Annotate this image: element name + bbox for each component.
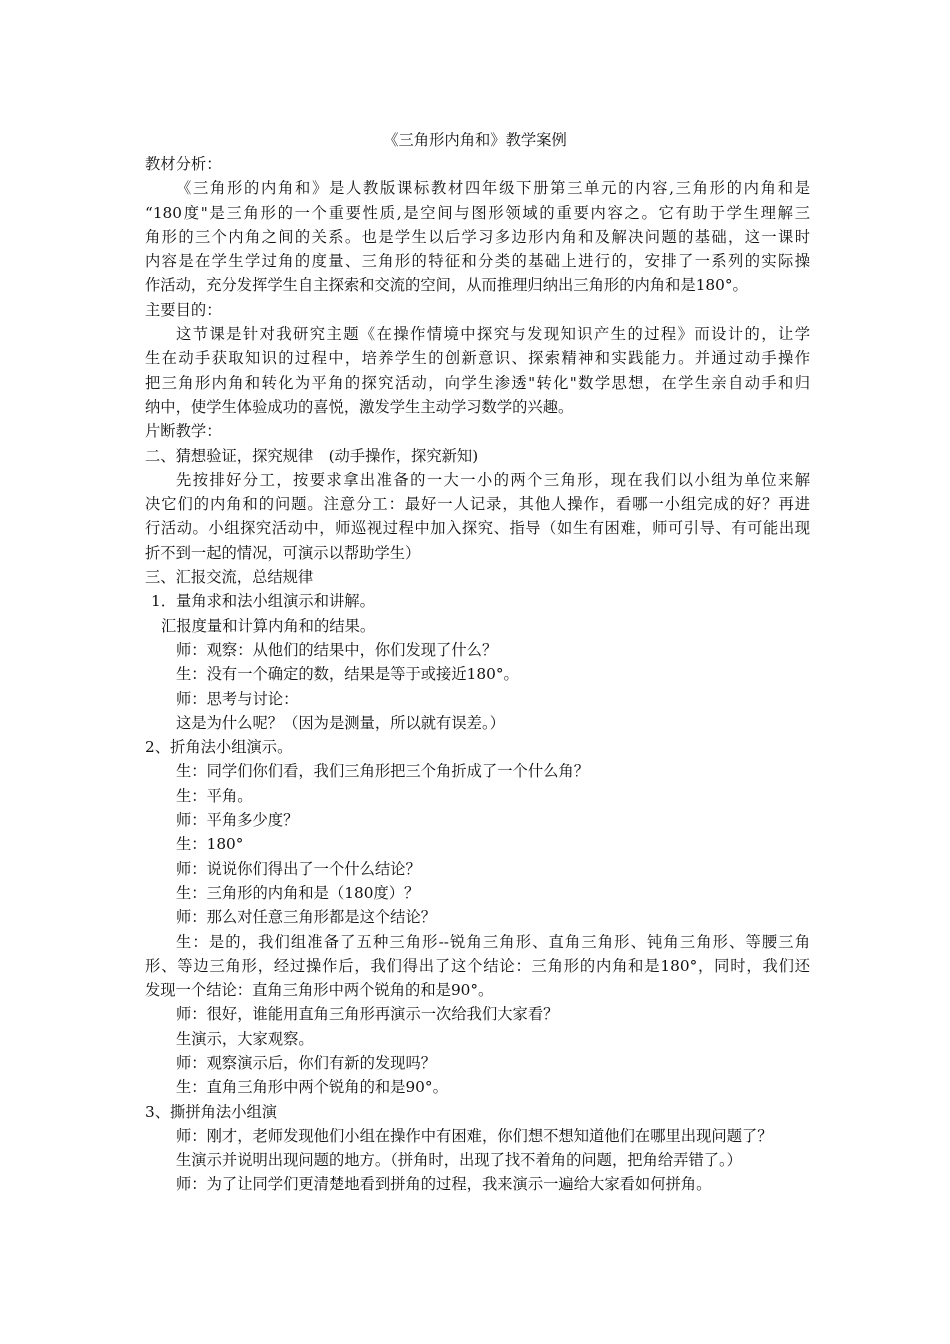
dialogue-line: 师：思考与讨论： <box>176 689 299 708</box>
paragraph-line: 生在动手获取知识的过程中，培养学生的创新意识、探索精神和实践能力。并通过动手操作 <box>145 349 810 368</box>
paragraph-line: 决它们的内角和的问题。注意分工：最好一人记录，其他人操作，看哪一小组完成的好？再进 <box>145 495 810 514</box>
paragraph-line: 先按排好分工，按要求拿出准备的一大一小的两个三角形，现在我们以小组为单位来解 <box>176 470 810 489</box>
dialogue-line: 生演示，大家观察。 <box>176 1029 314 1048</box>
dialogue-line: 生：三角形的内角和是（180度）？ <box>176 883 420 902</box>
paragraph-line: 纳中，使学生体验成功的喜悦，激发学生主动学习数学的兴趣。 <box>145 397 574 416</box>
paragraph-line: 折不到一起的情况，可演示以帮助学生） <box>145 543 421 562</box>
paragraph-line: 行活动。小组探究活动中，师巡视过程中加入探究、指导（如生有困难，师可引导、有可能出现 <box>145 519 810 538</box>
paragraph-line: 把三角形内角和转化为平角的探究活动，向学生渗透"转化"数学思想，在学生亲自动手和归 <box>145 373 810 392</box>
dialogue-line: 师：观察：从他们的结果中，你们发现了什么？ <box>176 640 498 659</box>
document-body <box>145 152 810 1197</box>
section-heading: 三、汇报交流，总结规律 <box>145 568 314 587</box>
dialogue-line: 生演示并说明出现问题的地方。（拼角时，出现了找不着角的问题，把角给弄错了。） <box>176 1151 742 1170</box>
dialogue-line: 形、等边三角形，经过操作后，我们得出了这个结论：三角形的内角和是180°，同时，我们还 <box>145 956 810 975</box>
paragraph-line: 角形的三个内角之间的关系。也是学生以后学习多边形内角和及解决问题的基础，这一课时 <box>145 227 810 246</box>
dialogue-line: 师：为了让同学们更清楚地看到拼角的过程，我来演示一遍给大家看如何拼角。 <box>176 1175 712 1194</box>
dialogue-line: 这是为什么呢？（因为是测量，所以就有误差。） <box>176 713 505 732</box>
dialogue-line: 生：平角。 <box>176 786 253 805</box>
dialogue-line: 生：同学们你们看，我们三角形把三个角折成了一个什么角？ <box>176 762 590 781</box>
subsection-heading: 2、折角法小组演示。 <box>145 738 293 757</box>
subsection-heading: 3、撕拼角法小组演 <box>145 1102 278 1121</box>
paragraph-line: 作活动，充分发挥学生自主探索和交流的空间，从而推理归纳出三角形的内角和是180°。 <box>145 276 748 295</box>
section-heading: 二、猜想验证，探究规律 (动手操作，探究新知) <box>145 446 479 465</box>
dialogue-line: 师：说说你们得出了一个什么结论？ <box>176 859 421 878</box>
dialogue-line: 师：刚才，老师发现他们小组在操作中有困难，你们想不想知道他们在哪里出现问题了？ <box>176 1126 773 1145</box>
dialogue-line: 师：平角多少度？ <box>176 811 299 830</box>
paragraph-line: 内容是在学生学过角的度量、三角形的特征和分类的基础上进行的，安排了一系列的实际操 <box>145 252 810 271</box>
dialogue-line: 师：很好，谁能用直角三角形再演示一次给我们大家看？ <box>176 1005 559 1024</box>
dialogue-line: 生：180° <box>176 835 244 854</box>
dialogue-line: 发现一个结论：直角三角形中两个锐角的和是90°。 <box>145 981 494 1000</box>
paragraph-line: 这节课是针对我研究主题《在操作情境中探究与发现知识产生的过程》而设计的，让学 <box>176 325 810 344</box>
paragraph-line: 《三角形的内角和》是人教版课标教材四年级下册第三单元的内容,三角形的内角和是 <box>176 179 810 198</box>
dialogue-line: 生：直角三角形中两个锐角的和是90°。 <box>176 1078 448 1097</box>
dialogue-line: 汇报度量和计算内角和的结果。 <box>161 616 376 635</box>
heading-main-purpose: 主要目的： <box>145 300 222 319</box>
heading-fragment-teaching: 片断教学： <box>145 422 222 441</box>
heading-textbook-analysis: 教材分析： <box>145 155 222 173</box>
subsection-heading: 1．量角求和法小组演示和讲解。 <box>151 592 375 611</box>
paragraph-line: “180度"是三角形的一个重要性质,是空间与图形领域的重要内容之。它有助于学生理解三 <box>145 203 810 222</box>
dialogue-line: 生：是的，我们组准备了五种三角形--锐角三角形、直角三角形、钝角三角形、等腰三角 <box>176 932 810 951</box>
dialogue-line: 师：那么对任意三角形都是这个结论？ <box>176 908 437 927</box>
dialogue-line: 师：观察演示后，你们有新的发现吗？ <box>176 1053 437 1072</box>
document-title: 《三角形内角和》教学案例 <box>383 131 567 149</box>
dialogue-line: 生：没有一个确定的数，结果是等于或接近180°。 <box>176 665 519 684</box>
